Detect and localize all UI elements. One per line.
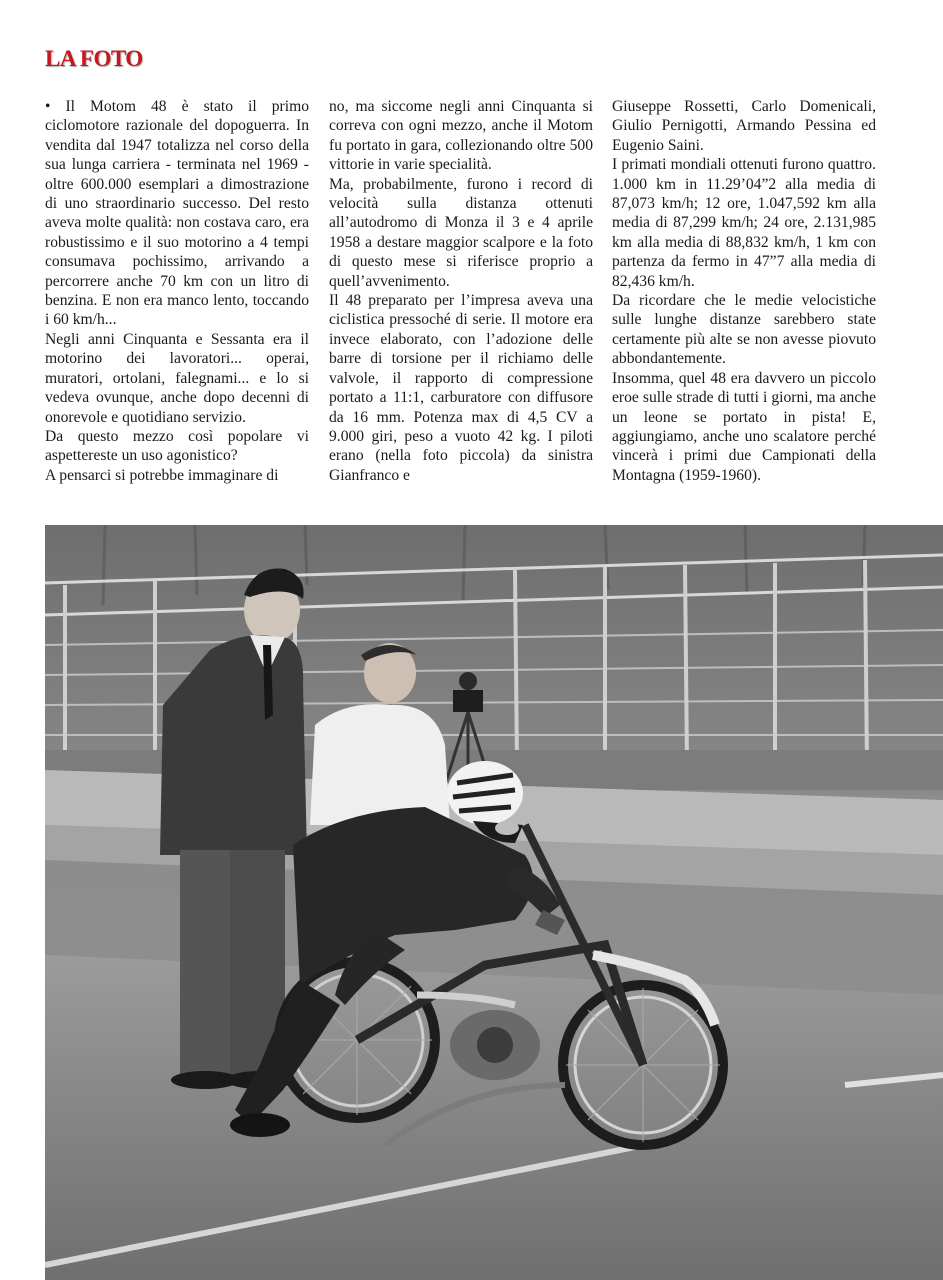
paragraph: Ma, probabilmente, furono i record di velocità sulla distanza ottenuti all’autodromo di Monza il 3 e 4 aprile 1958 a destare maggior scalpore e la foto di questo mese si riferisce proprio a quell’avvenimento. <box>329 175 593 290</box>
paragraph: no, ma siccome negli anni Cinquanta si correva con ogni mezzo, anche il Motom fu portato in gara, collezionando oltre 500 vittorie in varie specialità. <box>329 98 593 174</box>
paragraph: Da questo mezzo così popolare vi aspettereste un uso agonistico? <box>45 427 309 465</box>
article-column-3 <box>612 97 876 485</box>
paragraph: Giuseppe Rossetti, Carlo Domenicali, Giulio Pernigotti, Armando Pessina ed Eugenio Saini. <box>612 98 876 154</box>
article-column-1 <box>45 97 309 485</box>
paragraph: Negli anni Cinquanta e Sessanta era il motorino dei lavoratori... operai, muratori, ortolani, falegnami... e lo si vedeva ovunque, anche dopo decenni di onorevole e quotidiano servizio. <box>45 330 309 426</box>
paragraph: A pensarci si potrebbe immaginare di <box>45 466 279 484</box>
race-photo-illustration <box>45 525 943 1280</box>
paragraph: I primati mondiali ottenuti furono quattro. 1.000 km in 11.29’04”2 alla media di 87,073 km/h; 12 ore, 1.047,592 km alla media di 87,299 km/h; 24 ore, 2.131,985 km alla media di 88,832 km/h, 1 km con partenza da fermo in 47”7 alla media di 82,436 km/h. <box>612 156 876 290</box>
race-photo <box>45 525 943 1280</box>
paragraph: Da ricordare che le medie velocistiche sulle lunghe distanze sarebbero state certamente più alte se non avesse piovuto abbondantemente. <box>612 292 876 368</box>
paragraph: • Il Motom 48 è stato il primo ciclomotore razionale del dopoguerra. In vendita dal 1947 totalizza nel corso della sua lunga carriera - terminata nel 1969 - oltre 600.000 esemplari a dimostrazione di uno straordinario successo. Del resto aveva molte qualità: non costava caro, era robustissimo e il suo motorino a 4 tempi consumava pochissimo, arrivando a percorrere anche 70 km con un litro di benzina. E non era manco lento, toccando i 60 km/h... <box>45 98 309 329</box>
paragraph: Il 48 preparato per l’impresa aveva una ciclistica pressoché di serie. Il motore era invece elaborato, con l’adozione delle barre di torsione per il richiamo delle valvole, il rapporto di compressione portato a 11:1, carburatore con diffusore da 16 mm. Potenza max di 4,5 CV a 9.000 giri, peso a vuoto 42 kg. I piloti erano (nella foto piccola) da sinistra Gianfranco e <box>329 292 593 484</box>
paragraph: Insomma, quel 48 era davvero un piccolo eroe sulle strade di tutti i giorni, ma anche un leone se portato in pista! E, aggiungiamo, anche uno scalatore perché vincerà i primi due Campionati della Montagna (1959-1960). <box>612 369 876 484</box>
article-column-2 <box>329 97 593 485</box>
section-title: LA FOTO <box>45 46 143 71</box>
